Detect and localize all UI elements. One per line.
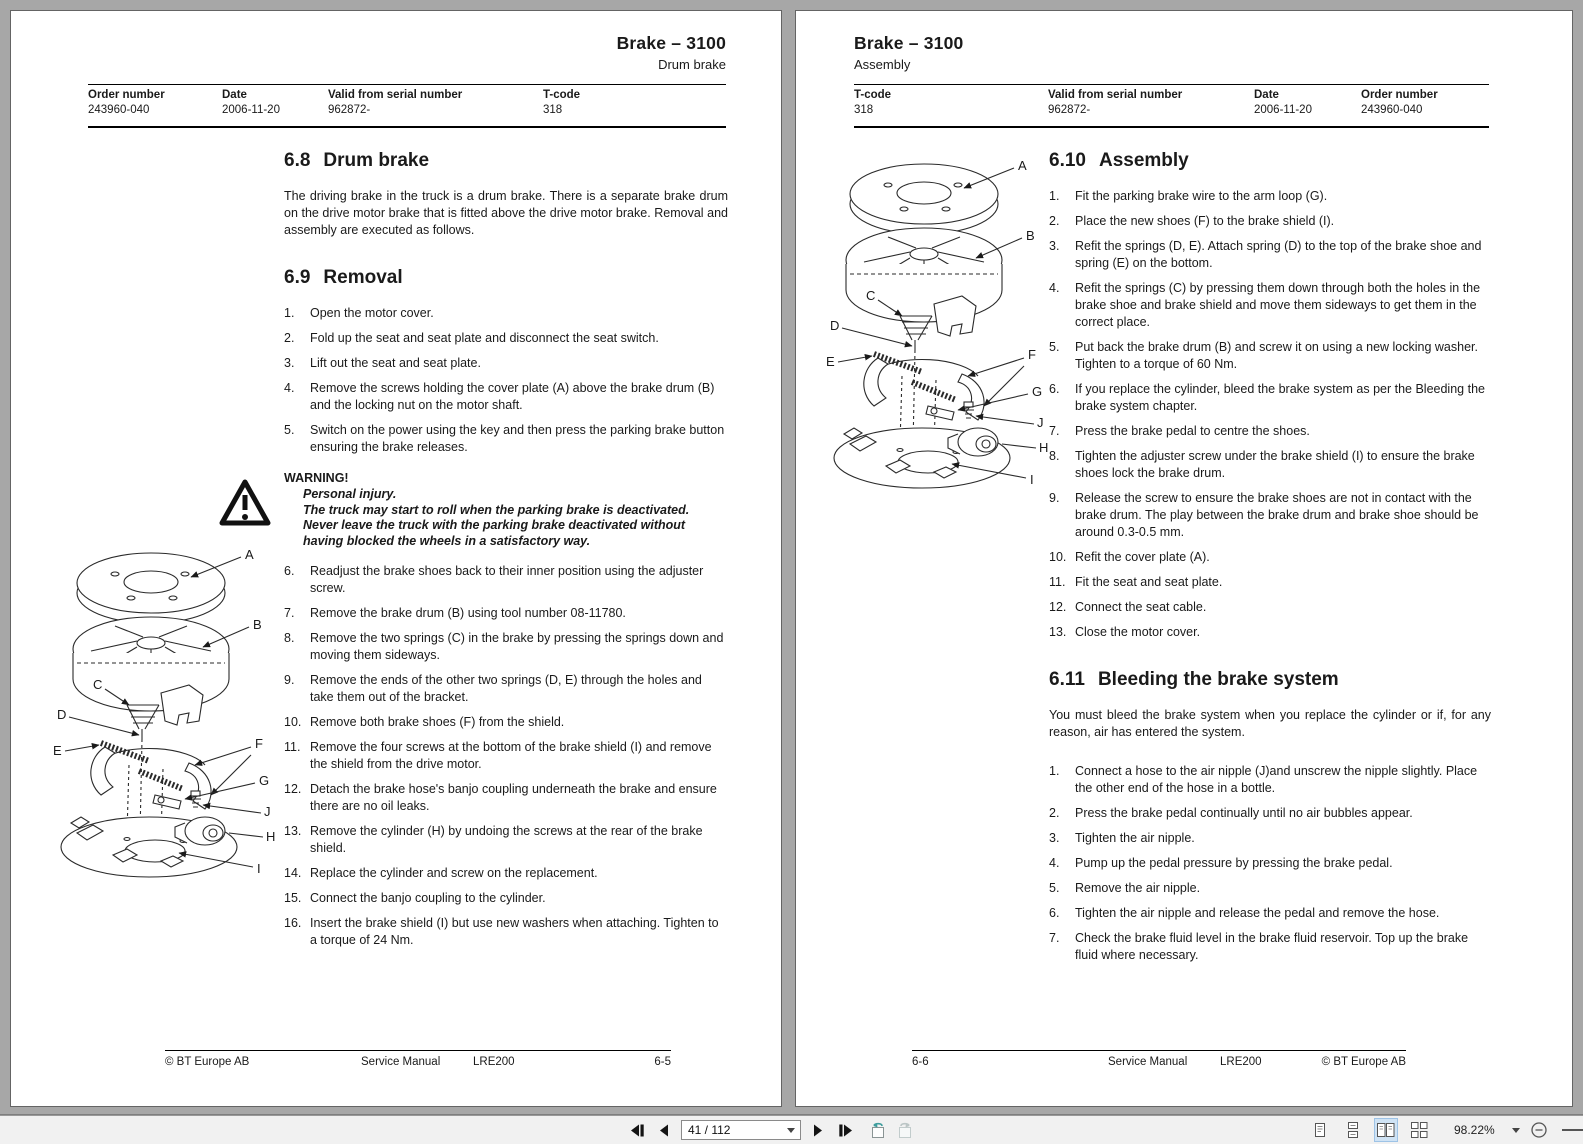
assembly-steps bbox=[1049, 188, 1491, 641]
item-text: Readjust the brake shoes back to their inner position using the adjuster screw. bbox=[310, 564, 704, 595]
list-item bbox=[1049, 905, 1491, 922]
item-number: 3. bbox=[284, 356, 295, 370]
item-number: 9. bbox=[1049, 491, 1060, 505]
section-title: Drum brake bbox=[323, 150, 430, 171]
meta-value: 962872- bbox=[1048, 104, 1091, 116]
item-text: Press the brake pedal continually until no air bubbles appear. bbox=[1075, 806, 1413, 820]
item-number: 15. bbox=[284, 891, 302, 905]
item-text: Remove the four screws at the bottom of the brake shield (I) and remove the shield from the drive motor. bbox=[310, 740, 712, 771]
footer-page-number: 6-6 bbox=[912, 1056, 929, 1068]
list-item bbox=[1049, 763, 1491, 797]
single-page-view-button[interactable] bbox=[1308, 1118, 1332, 1142]
list-item bbox=[1049, 599, 1491, 616]
item-number: 9. bbox=[284, 673, 295, 687]
list-item bbox=[284, 823, 728, 857]
section-number: 6.9 bbox=[284, 267, 311, 288]
diagram-label-e: E bbox=[53, 743, 62, 758]
warning-block bbox=[284, 470, 728, 549]
item-number: 6. bbox=[1049, 906, 1060, 920]
item-text: Press the brake pedal to centre the shoes. bbox=[1075, 424, 1310, 438]
item-number: 1. bbox=[1049, 189, 1060, 203]
section-heading-assembly bbox=[1049, 150, 1491, 172]
item-text: Check the brake fluid level in the brake fluid reservoir. Top up the brake fluid where necessary. bbox=[1075, 931, 1469, 962]
item-text: Tighten the air nipple and release the pedal and remove the hose. bbox=[1075, 906, 1440, 920]
diagram-label-h: H bbox=[1039, 440, 1048, 455]
diagram-label-j: J bbox=[1037, 415, 1044, 430]
diagram-label-g: G bbox=[259, 773, 270, 788]
item-text: Remove both brake shoes (F) from the shield. bbox=[310, 715, 565, 729]
list-item bbox=[1049, 213, 1491, 230]
warning-line: Personal injury. bbox=[303, 487, 397, 501]
list-item bbox=[284, 330, 728, 347]
page-header bbox=[854, 33, 1489, 72]
list-item bbox=[284, 781, 728, 815]
page-number-value: 41 / 112 bbox=[688, 1123, 731, 1137]
warning-line: The truck may start to roll when the parking brake is deactivated. bbox=[303, 502, 690, 517]
item-number: 5. bbox=[284, 423, 295, 437]
meta-column bbox=[328, 89, 462, 116]
list-item bbox=[284, 630, 728, 664]
section-number: 6.11 bbox=[1049, 669, 1085, 690]
page-footer bbox=[912, 1050, 1406, 1068]
item-text: Remove the cylinder (H) by undoing the screws at the rear of the brake shield. bbox=[310, 824, 703, 855]
diagram-label-d: D bbox=[57, 707, 67, 722]
header-rule bbox=[88, 84, 726, 85]
document-page-left bbox=[10, 10, 782, 1107]
item-number: 7. bbox=[284, 606, 295, 620]
meta-label: Order number bbox=[88, 89, 165, 101]
item-text: Put back the brake drum (B) and screw it on using a new locking washer. Tighten to a torque of 60 Nm. bbox=[1075, 340, 1478, 371]
list-item bbox=[284, 605, 728, 622]
diagram-label-c: C bbox=[93, 677, 103, 692]
facing-pages-view-button[interactable] bbox=[1374, 1118, 1398, 1142]
meta-label: T-code bbox=[854, 89, 892, 101]
viewer-toolbar bbox=[0, 1115, 1583, 1144]
list-item bbox=[1049, 490, 1491, 541]
footer-model: LRE200 bbox=[473, 1056, 515, 1068]
previous-view-button[interactable] bbox=[868, 1120, 888, 1140]
item-number: 8. bbox=[1049, 449, 1060, 463]
item-number: 11. bbox=[1049, 575, 1066, 589]
page-footer bbox=[165, 1050, 671, 1068]
item-text: Remove the air nipple. bbox=[1075, 881, 1201, 895]
item-number: 5. bbox=[1049, 340, 1060, 354]
warning-lines bbox=[303, 487, 728, 549]
page-header bbox=[88, 33, 726, 72]
meta-label: Order number bbox=[1361, 89, 1438, 101]
meta-column bbox=[88, 89, 165, 116]
item-number: 4. bbox=[284, 381, 295, 395]
list-item bbox=[284, 890, 728, 907]
section-title: Bleeding the brake system bbox=[1097, 669, 1339, 690]
list-item bbox=[1049, 188, 1491, 205]
item-number: 13. bbox=[1049, 625, 1067, 639]
item-text: Release the screw to ensure the brake shoes are not in contact with the brake drum. The play between the brake drum and brake shoe should be around 0.3-0.5 mm. bbox=[1075, 491, 1479, 539]
item-text: Fit the seat and seat plate. bbox=[1075, 575, 1223, 589]
meta-value: 243960-040 bbox=[88, 104, 150, 116]
diagram-label-f: F bbox=[1028, 347, 1036, 362]
item-number: 4. bbox=[1049, 856, 1060, 870]
item-text: Detach the brake hose's banjo coupling underneath the brake and ensure there are no oil leaks. bbox=[310, 782, 717, 813]
page-number-combobox[interactable] bbox=[681, 1120, 801, 1140]
section-paragraph: You must bleed the brake system when you replace the cylinder or if, for any reason, air has entered the system. bbox=[1049, 708, 1491, 739]
item-text: Refit the cover plate (A). bbox=[1075, 550, 1210, 564]
list-item bbox=[284, 422, 728, 456]
chevron-down-icon bbox=[787, 1128, 795, 1133]
diagram-label-d: D bbox=[830, 318, 840, 333]
footer-model: LRE200 bbox=[1220, 1056, 1262, 1068]
item-text: Connect a hose to the air nipple (J)and unscrew the nipple slightly. Place the other end of the hose in a bottle. bbox=[1075, 764, 1478, 795]
meta-column bbox=[543, 89, 580, 116]
item-number: 7. bbox=[1049, 424, 1060, 438]
item-number: 8. bbox=[284, 631, 295, 645]
item-text: Connect the banjo coupling to the cylinder. bbox=[310, 891, 546, 905]
diagram-label-a: A bbox=[1018, 158, 1027, 173]
warning-title: WARNING! bbox=[284, 471, 349, 485]
item-number: 7. bbox=[1049, 931, 1060, 945]
item-text: Remove the two springs (C) in the brake by pressing the springs down and moving them sideways. bbox=[310, 631, 724, 662]
bleeding-steps bbox=[1049, 763, 1491, 964]
diagram-label-i: I bbox=[1030, 472, 1034, 487]
list-item bbox=[284, 672, 728, 706]
meta-value: 962872- bbox=[328, 104, 371, 116]
diagram-label-h: H bbox=[266, 829, 275, 844]
meta-label: Date bbox=[222, 89, 247, 101]
section-paragraph: The driving brake in the truck is a drum brake. There is a separate brake drum on the drive motor brake that is fitted above the drive motor brake. Removal and assembly are executed as follows. bbox=[284, 189, 728, 237]
item-number: 10. bbox=[284, 715, 302, 729]
list-item bbox=[284, 714, 728, 731]
list-item bbox=[1049, 805, 1491, 822]
item-text: Pump up the pedal pressure by pressing the brake pedal. bbox=[1075, 856, 1393, 870]
zoom-dropdown-chevron-icon[interactable] bbox=[1512, 1128, 1520, 1133]
item-text: Remove the ends of the other two springs (D, E) through the holes and take them out of the bracket. bbox=[310, 673, 702, 704]
item-number: 10. bbox=[1049, 550, 1067, 564]
section-title: Removal bbox=[323, 267, 403, 288]
list-item bbox=[1049, 423, 1491, 440]
item-number: 6. bbox=[284, 564, 295, 578]
list-item bbox=[1049, 448, 1491, 482]
footer-copyright: © BT Europe AB bbox=[1321, 1056, 1406, 1068]
diagram-label-j: J bbox=[264, 804, 271, 819]
item-number: 14. bbox=[284, 866, 302, 880]
item-text: Replace the cylinder and screw on the replacement. bbox=[310, 866, 598, 880]
list-item bbox=[284, 305, 728, 322]
meta-value: 2006-11-20 bbox=[222, 104, 280, 116]
list-item bbox=[1049, 880, 1491, 897]
page-subtitle: Assembly bbox=[854, 57, 911, 72]
item-text: Tighten the adjuster screw under the brake shield (I) to ensure the brake shoes lock the brake drum. bbox=[1075, 449, 1475, 480]
zoom-slider-track bbox=[1562, 1129, 1583, 1131]
item-number: 5. bbox=[1049, 881, 1060, 895]
section-heading-bleeding bbox=[1049, 669, 1491, 691]
item-text: Tighten the air nipple. bbox=[1075, 831, 1195, 845]
meta-label: Valid from serial number bbox=[328, 89, 463, 101]
continuous-view-button[interactable] bbox=[1341, 1118, 1365, 1142]
continuous-facing-view-button[interactable] bbox=[1407, 1118, 1431, 1142]
item-number: 1. bbox=[284, 306, 295, 320]
item-text: Refit the springs (C) by pressing them down through both the holes in the brake shoe and brake shield and move them sideways to get them in the correct place. bbox=[1075, 281, 1481, 329]
section-heading-drum-brake bbox=[284, 150, 728, 172]
zoom-level-value: 98.22% bbox=[1454, 1123, 1495, 1137]
next-view-button[interactable] bbox=[895, 1120, 915, 1140]
diagram-label-b: B bbox=[253, 617, 262, 632]
warning-triangle-icon bbox=[218, 478, 272, 533]
page-title: Brake – 3100 bbox=[616, 33, 726, 53]
last-page-button[interactable] bbox=[835, 1120, 855, 1140]
item-number: 3. bbox=[1049, 239, 1060, 253]
removal-steps-6-16 bbox=[284, 563, 728, 949]
section-number: 6.10 bbox=[1049, 150, 1086, 171]
item-text: If you replace the cylinder, bleed the brake system as per the Bleeding the brake system chapter. bbox=[1075, 382, 1485, 413]
zoom-slider[interactable] bbox=[1562, 1124, 1583, 1136]
list-item bbox=[284, 865, 728, 882]
item-text: Insert the brake shield (I) but use new washers when attaching. Tighten to a torque of 24 Nm. bbox=[310, 916, 719, 947]
item-number: 2. bbox=[1049, 806, 1060, 820]
item-text: Lift out the seat and seat plate. bbox=[310, 356, 481, 370]
meta-column bbox=[1254, 89, 1312, 116]
header-rule-thick bbox=[88, 126, 726, 128]
section-number: 6.8 bbox=[284, 150, 311, 171]
list-item bbox=[1049, 549, 1491, 566]
diagram-label-e: E bbox=[826, 354, 835, 369]
item-text: Open the motor cover. bbox=[310, 306, 434, 320]
list-item bbox=[284, 355, 728, 372]
diagram-label-b: B bbox=[1026, 228, 1035, 243]
diagram-label-f: F bbox=[255, 736, 263, 751]
meta-column bbox=[1048, 89, 1182, 116]
first-page-button[interactable] bbox=[627, 1120, 647, 1140]
removal-steps-1-5 bbox=[284, 305, 728, 456]
list-item bbox=[1049, 381, 1491, 415]
diagram-label-i: I bbox=[257, 861, 261, 876]
exploded-brake-diagram bbox=[43, 533, 275, 886]
footer-doc-name: Service Manual bbox=[1108, 1056, 1188, 1068]
item-number: 4. bbox=[1049, 281, 1060, 295]
item-number: 13. bbox=[284, 824, 302, 838]
diagram-label-a: A bbox=[245, 547, 254, 562]
item-number: 12. bbox=[1049, 600, 1067, 614]
meta-table bbox=[88, 89, 726, 123]
meta-value: 243960-040 bbox=[1361, 104, 1423, 116]
footer-copyright: © BT Europe AB bbox=[165, 1056, 250, 1068]
section-heading-removal bbox=[284, 267, 728, 289]
list-item bbox=[1049, 855, 1491, 872]
diagram-label-c: C bbox=[866, 288, 876, 303]
list-item bbox=[284, 563, 728, 597]
item-number: 16. bbox=[284, 916, 302, 930]
list-item bbox=[1049, 830, 1491, 847]
footer-page-number: 6-5 bbox=[654, 1056, 671, 1068]
item-number: 2. bbox=[284, 331, 295, 345]
list-item bbox=[1049, 238, 1491, 272]
list-item bbox=[1049, 339, 1491, 373]
item-text: Remove the brake drum (B) using tool number 08-11780. bbox=[310, 606, 626, 620]
meta-label: Date bbox=[1254, 89, 1279, 101]
body-column bbox=[1049, 150, 1491, 964]
zoom-out-button[interactable] bbox=[1529, 1120, 1549, 1140]
item-number: 3. bbox=[1049, 831, 1060, 845]
warning-line: Never leave the truck with the parking brake deactivated without having blocked the wheels in a satisfactory way. bbox=[303, 518, 686, 548]
previous-page-button[interactable] bbox=[654, 1120, 674, 1140]
header-rule-thick bbox=[854, 126, 1489, 128]
item-text: Connect the seat cable. bbox=[1075, 600, 1207, 614]
list-item bbox=[1049, 930, 1491, 964]
document-page-right bbox=[795, 10, 1573, 1107]
section-title: Assembly bbox=[1098, 150, 1189, 171]
item-text: Refit the springs (D, E). Attach spring (D) to the top of the brake shoe and spring (E) on the bottom. bbox=[1075, 239, 1482, 270]
exploded-brake-diagram bbox=[816, 144, 1048, 497]
meta-column bbox=[222, 89, 280, 116]
page-subtitle: Drum brake bbox=[658, 57, 726, 72]
item-text: Fit the parking brake wire to the arm loop (G). bbox=[1075, 189, 1328, 203]
meta-value: 318 bbox=[854, 104, 874, 116]
item-text: Switch on the power using the key and then press the parking brake button ensuring the brake releases. bbox=[310, 423, 725, 454]
item-number: 1. bbox=[1049, 764, 1060, 778]
item-text: Fold up the seat and seat plate and disconnect the seat switch. bbox=[310, 331, 659, 345]
meta-column bbox=[854, 89, 891, 116]
list-item bbox=[1049, 574, 1491, 591]
meta-value: 2006-11-20 bbox=[1254, 104, 1312, 116]
item-text: Remove the screws holding the cover plate (A) above the brake drum (B) and the locking nut on the motor shaft. bbox=[310, 381, 715, 412]
diagram-label-g: G bbox=[1032, 384, 1043, 399]
item-text: Close the motor cover. bbox=[1075, 625, 1201, 639]
item-number: 2. bbox=[1049, 214, 1060, 228]
list-item bbox=[1049, 624, 1491, 641]
list-item bbox=[1049, 280, 1491, 331]
page-title: Brake – 3100 bbox=[854, 33, 964, 53]
body-column bbox=[284, 150, 728, 949]
item-number: 12. bbox=[284, 782, 302, 796]
item-text: Place the new shoes (F) to the brake shield (I). bbox=[1075, 214, 1335, 228]
next-page-button[interactable] bbox=[808, 1120, 828, 1140]
meta-value: 318 bbox=[543, 104, 563, 116]
item-number: 6. bbox=[1049, 382, 1060, 396]
header-rule bbox=[854, 84, 1489, 85]
list-item bbox=[284, 739, 728, 773]
item-number: 11. bbox=[284, 740, 301, 754]
meta-table bbox=[854, 89, 1489, 123]
footer-doc-name: Service Manual bbox=[361, 1056, 441, 1068]
list-item bbox=[284, 915, 728, 949]
meta-label: T-code bbox=[543, 89, 581, 101]
meta-label: Valid from serial number bbox=[1048, 89, 1183, 101]
meta-column bbox=[1361, 89, 1438, 116]
list-item bbox=[284, 380, 728, 414]
